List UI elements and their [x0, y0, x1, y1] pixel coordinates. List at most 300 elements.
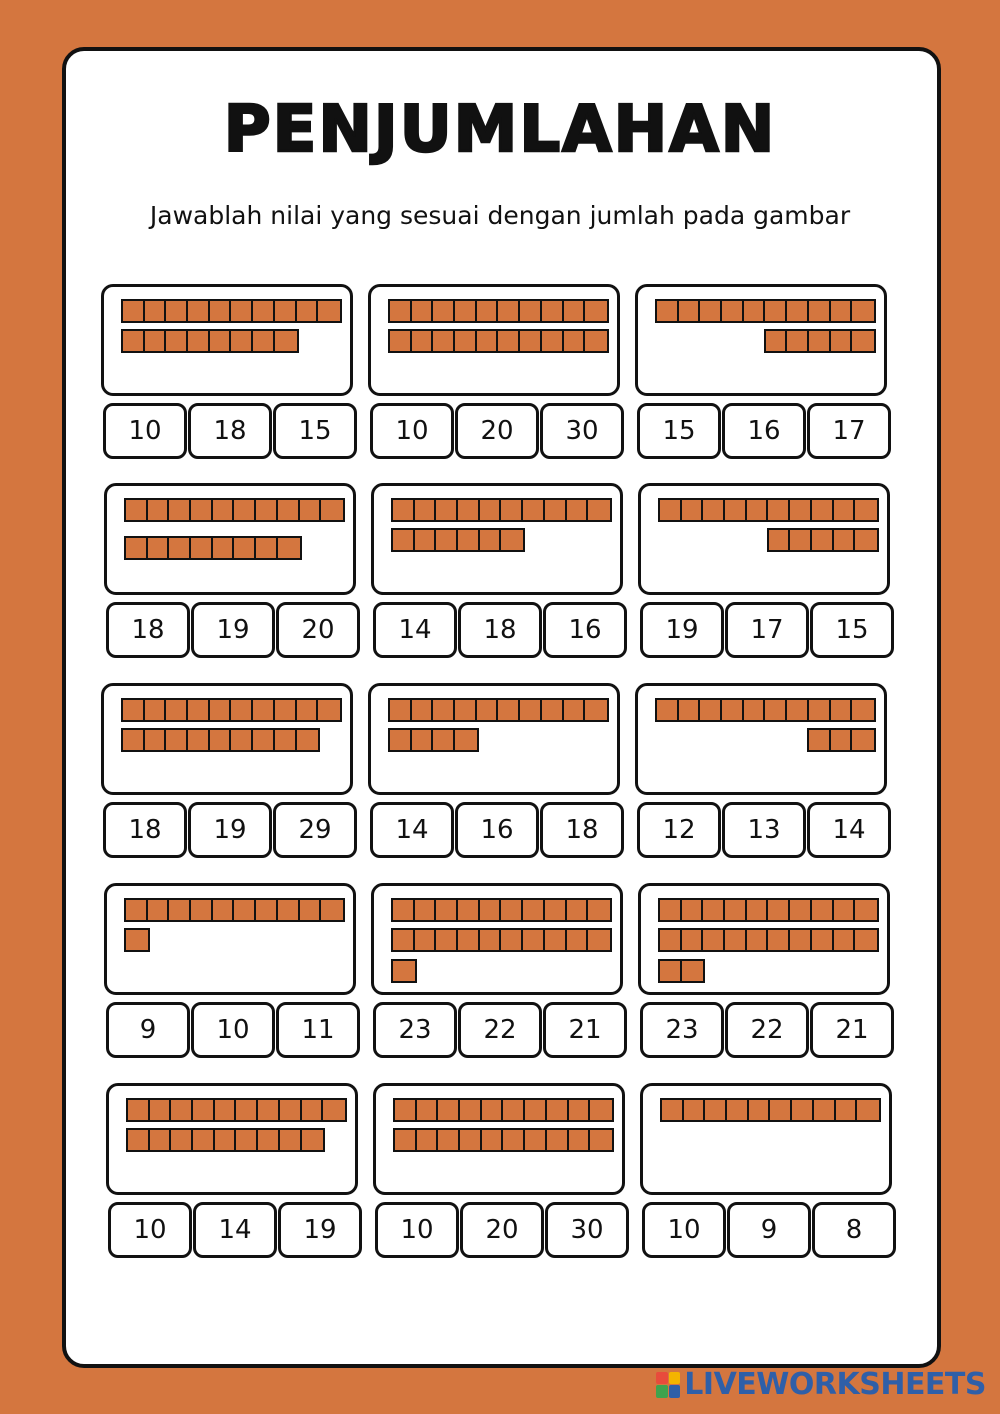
- unit-block: [191, 500, 213, 520]
- unit-block: [520, 301, 542, 321]
- unit-block: [126, 900, 148, 920]
- unit-block: [684, 1100, 706, 1120]
- unit-block: [809, 331, 831, 351]
- unit-block: [749, 1100, 771, 1120]
- unit-block: [520, 700, 542, 720]
- unit-block: [458, 500, 480, 520]
- unit-block: [278, 500, 300, 520]
- unit-block: [523, 500, 545, 520]
- block-row: [658, 898, 879, 922]
- unit-block: [787, 301, 809, 321]
- block-row: [126, 1128, 325, 1152]
- unit-block: [280, 1100, 302, 1120]
- block-row: [388, 329, 609, 353]
- unit-block: [567, 500, 589, 520]
- unit-block: [166, 700, 188, 720]
- unit-block: [393, 500, 415, 520]
- unit-block: [834, 500, 856, 520]
- unit-block: [236, 1100, 258, 1120]
- unit-block: [567, 900, 589, 920]
- unit-block: [585, 331, 607, 351]
- unit-block: [150, 1130, 172, 1150]
- unit-block: [390, 301, 412, 321]
- unit-block: [700, 700, 722, 720]
- unit-block: [415, 500, 437, 520]
- unit-block: [231, 700, 253, 720]
- unit-block: [433, 700, 455, 720]
- unit-block: [831, 301, 853, 321]
- unit-block: [412, 700, 434, 720]
- unit-block: [390, 730, 412, 750]
- unit-block: [188, 331, 210, 351]
- unit-block: [258, 1100, 280, 1120]
- unit-block: [480, 900, 502, 920]
- unit-block: [123, 730, 145, 750]
- unit-block: [482, 1100, 504, 1120]
- block-row: [658, 498, 879, 522]
- unit-block: [855, 500, 877, 520]
- block-row: [391, 498, 612, 522]
- answer-option[interactable]: 10: [375, 1202, 459, 1258]
- unit-block: [855, 530, 877, 550]
- page-title: PENJUMLAHAN: [223, 93, 777, 167]
- instructions: Jawablah nilai yang sesuai dengan jumlah pada gambar: [149, 201, 851, 230]
- answer-option[interactable]: 21: [543, 1002, 627, 1058]
- unit-block: [460, 1100, 482, 1120]
- unit-block: [275, 301, 297, 321]
- unit-block: [297, 730, 319, 750]
- unit-block: [210, 331, 232, 351]
- unit-block: [768, 500, 790, 520]
- answer-option[interactable]: 14: [807, 802, 891, 858]
- unit-block: [393, 930, 415, 950]
- answer-option[interactable]: 20: [276, 602, 360, 658]
- block-row: [121, 698, 342, 722]
- unit-block: [682, 961, 704, 981]
- unit-block: [747, 500, 769, 520]
- unit-block: [455, 730, 477, 750]
- answer-option[interactable]: 29: [273, 802, 357, 858]
- unit-block: [123, 700, 145, 720]
- unit-block: [790, 530, 812, 550]
- unit-block: [744, 301, 766, 321]
- unit-block: [145, 301, 167, 321]
- unit-block: [787, 700, 809, 720]
- unit-block: [480, 500, 502, 520]
- unit-block: [433, 331, 455, 351]
- block-row: [124, 498, 345, 522]
- unit-block: [564, 331, 586, 351]
- unit-block: [253, 331, 275, 351]
- answer-option[interactable]: 18: [458, 602, 542, 658]
- unit-block: [215, 1100, 237, 1120]
- block-row: [764, 329, 876, 353]
- unit-block: [523, 900, 545, 920]
- answer-option[interactable]: 19: [188, 802, 272, 858]
- unit-block: [703, 930, 725, 950]
- unit-block: [727, 1100, 749, 1120]
- unit-block: [482, 1130, 504, 1150]
- answer-option[interactable]: 15: [637, 403, 721, 459]
- answer-option[interactable]: 20: [455, 403, 539, 459]
- unit-block: [588, 930, 610, 950]
- unit-block: [662, 1100, 684, 1120]
- block-row: [391, 959, 417, 983]
- unit-block: [836, 1100, 858, 1120]
- answer-option[interactable]: 30: [540, 403, 624, 459]
- unit-block: [171, 1100, 193, 1120]
- unit-block: [501, 530, 523, 550]
- unit-block: [275, 700, 297, 720]
- unit-block: [210, 700, 232, 720]
- unit-block: [700, 301, 722, 321]
- answer-option[interactable]: 10: [370, 403, 454, 459]
- unit-block: [547, 1100, 569, 1120]
- unit-block: [145, 700, 167, 720]
- answer-option[interactable]: 12: [637, 802, 721, 858]
- unit-block: [395, 1100, 417, 1120]
- footer-brand: [656, 1367, 986, 1402]
- answer-option[interactable]: 23: [373, 1002, 457, 1058]
- block-row: [121, 329, 299, 353]
- block-row: [124, 536, 302, 560]
- unit-block: [302, 1100, 324, 1120]
- unit-block: [722, 301, 744, 321]
- unit-block: [660, 900, 682, 920]
- unit-block: [417, 1100, 439, 1120]
- unit-block: [253, 301, 275, 321]
- unit-block: [545, 500, 567, 520]
- unit-block: [433, 301, 455, 321]
- unit-block: [412, 331, 434, 351]
- unit-block: [145, 730, 167, 750]
- block-row: [655, 698, 876, 722]
- unit-block: [703, 900, 725, 920]
- unit-block: [321, 900, 343, 920]
- block-row: [655, 299, 876, 323]
- unit-block: [126, 930, 148, 950]
- unit-block: [231, 730, 253, 750]
- unit-block: [412, 730, 434, 750]
- answer-option[interactable]: 15: [273, 403, 357, 459]
- unit-block: [588, 500, 610, 520]
- unit-block: [191, 538, 213, 558]
- unit-block: [253, 700, 275, 720]
- unit-block: [569, 1100, 591, 1120]
- unit-block: [390, 331, 412, 351]
- unit-block: [855, 930, 877, 950]
- unit-block: [831, 331, 853, 351]
- unit-block: [393, 900, 415, 920]
- unit-block: [809, 301, 831, 321]
- unit-block: [415, 930, 437, 950]
- unit-block: [564, 700, 586, 720]
- unit-block: [705, 1100, 727, 1120]
- unit-block: [480, 530, 502, 550]
- unit-block: [458, 530, 480, 550]
- answer-option[interactable]: 20: [460, 1202, 544, 1258]
- unit-block: [498, 331, 520, 351]
- unit-block: [545, 930, 567, 950]
- block-row: [393, 1098, 614, 1122]
- unit-block: [318, 301, 340, 321]
- unit-block: [191, 900, 213, 920]
- unit-block: [852, 301, 874, 321]
- unit-block: [258, 1130, 280, 1150]
- unit-block: [744, 700, 766, 720]
- unit-block: [769, 530, 791, 550]
- unit-block: [253, 730, 275, 750]
- unit-block: [166, 301, 188, 321]
- answer-option[interactable]: 16: [455, 802, 539, 858]
- unit-block: [725, 900, 747, 920]
- unit-block: [831, 730, 853, 750]
- answer-option[interactable]: 15: [810, 602, 894, 658]
- unit-block: [210, 301, 232, 321]
- unit-block: [256, 500, 278, 520]
- unit-block: [321, 500, 343, 520]
- unit-block: [498, 700, 520, 720]
- unit-block: [831, 700, 853, 720]
- unit-block: [213, 500, 235, 520]
- unit-block: [275, 730, 297, 750]
- unit-block: [501, 930, 523, 950]
- unit-block: [438, 1100, 460, 1120]
- unit-block: [809, 730, 831, 750]
- unit-block: [169, 500, 191, 520]
- unit-block: [766, 331, 788, 351]
- unit-block: [787, 331, 809, 351]
- block-row: [124, 898, 345, 922]
- unit-block: [128, 1100, 150, 1120]
- unit-block: [455, 301, 477, 321]
- answer-option[interactable]: 9: [727, 1202, 811, 1258]
- unit-block: [150, 1100, 172, 1120]
- answer-option[interactable]: 18: [188, 403, 272, 459]
- unit-block: [193, 1130, 215, 1150]
- block-row: [807, 728, 876, 752]
- unit-block: [300, 500, 322, 520]
- unit-block: [812, 530, 834, 550]
- unit-block: [520, 331, 542, 351]
- unit-block: [278, 538, 300, 558]
- answer-option[interactable]: 16: [543, 602, 627, 658]
- answer-option[interactable]: 22: [725, 1002, 809, 1058]
- block-row: [391, 528, 525, 552]
- unit-block: [657, 700, 679, 720]
- unit-block: [790, 930, 812, 950]
- unit-block: [300, 900, 322, 920]
- unit-block: [166, 331, 188, 351]
- unit-block: [436, 930, 458, 950]
- unit-block: [542, 301, 564, 321]
- unit-block: [814, 1100, 836, 1120]
- unit-block: [458, 900, 480, 920]
- unit-block: [765, 700, 787, 720]
- unit-block: [682, 930, 704, 950]
- answer-option[interactable]: 17: [807, 403, 891, 459]
- answer-option[interactable]: 11: [276, 1002, 360, 1058]
- unit-block: [477, 301, 499, 321]
- unit-block: [545, 900, 567, 920]
- answer-option[interactable]: 18: [106, 602, 190, 658]
- unit-block: [278, 900, 300, 920]
- unit-block: [436, 530, 458, 550]
- unit-block: [215, 1130, 237, 1150]
- unit-block: [679, 301, 701, 321]
- answer-option[interactable]: 13: [722, 802, 806, 858]
- unit-block: [169, 538, 191, 558]
- block-row: [388, 698, 609, 722]
- answer-option[interactable]: 17: [725, 602, 809, 658]
- unit-block: [256, 900, 278, 920]
- unit-block: [234, 900, 256, 920]
- unit-block: [145, 331, 167, 351]
- unit-block: [682, 500, 704, 520]
- block-row: [388, 728, 479, 752]
- unit-block: [564, 301, 586, 321]
- unit-block: [768, 930, 790, 950]
- answer-option[interactable]: 10: [108, 1202, 192, 1258]
- unit-block: [679, 700, 701, 720]
- unit-block: [585, 301, 607, 321]
- answer-option[interactable]: 14: [370, 802, 454, 858]
- unit-block: [210, 730, 232, 750]
- unit-block: [525, 1130, 547, 1150]
- unit-block: [236, 1130, 258, 1150]
- unit-block: [834, 530, 856, 550]
- unit-block: [703, 500, 725, 520]
- unit-block: [660, 961, 682, 981]
- unit-block: [231, 331, 253, 351]
- liveworksheets-logo-icon: [656, 1372, 680, 1398]
- unit-block: [590, 1100, 612, 1120]
- unit-block: [812, 930, 834, 950]
- unit-block: [302, 1130, 324, 1150]
- block-row: [124, 928, 150, 952]
- answer-option[interactable]: 18: [540, 802, 624, 858]
- unit-block: [855, 900, 877, 920]
- unit-block: [790, 900, 812, 920]
- block-row: [121, 728, 320, 752]
- unit-block: [393, 961, 415, 981]
- answer-option[interactable]: 18: [103, 802, 187, 858]
- unit-block: [477, 331, 499, 351]
- unit-block: [188, 700, 210, 720]
- unit-block: [256, 538, 278, 558]
- unit-block: [523, 930, 545, 950]
- unit-block: [501, 500, 523, 520]
- answer-option[interactable]: 23: [640, 1002, 724, 1058]
- unit-block: [438, 1130, 460, 1150]
- unit-block: [123, 301, 145, 321]
- unit-block: [148, 900, 170, 920]
- answer-option[interactable]: 19: [191, 602, 275, 658]
- unit-block: [417, 1130, 439, 1150]
- answer-option[interactable]: 10: [642, 1202, 726, 1258]
- unit-block: [722, 700, 744, 720]
- answer-option[interactable]: 19: [278, 1202, 362, 1258]
- unit-block: [725, 930, 747, 950]
- block-row: [393, 1128, 614, 1152]
- unit-block: [747, 930, 769, 950]
- unit-block: [280, 1130, 302, 1150]
- answer-option[interactable]: 8: [812, 1202, 896, 1258]
- unit-block: [169, 900, 191, 920]
- unit-block: [834, 900, 856, 920]
- unit-block: [834, 930, 856, 950]
- unit-block: [585, 700, 607, 720]
- answer-option[interactable]: 30: [545, 1202, 629, 1258]
- answer-option[interactable]: 9: [106, 1002, 190, 1058]
- block-row: [767, 528, 879, 552]
- unit-block: [503, 1100, 525, 1120]
- unit-block: [567, 930, 589, 950]
- unit-block: [588, 900, 610, 920]
- unit-block: [297, 301, 319, 321]
- answer-option[interactable]: 14: [373, 602, 457, 658]
- unit-block: [213, 538, 235, 558]
- block-row: [121, 299, 342, 323]
- unit-block: [590, 1130, 612, 1150]
- unit-block: [547, 1130, 569, 1150]
- unit-block: [852, 331, 874, 351]
- unit-block: [498, 301, 520, 321]
- unit-block: [792, 1100, 814, 1120]
- unit-block: [458, 930, 480, 950]
- block-row: [126, 1098, 347, 1122]
- unit-block: [501, 900, 523, 920]
- unit-block: [542, 700, 564, 720]
- answer-option[interactable]: 16: [722, 403, 806, 459]
- unit-block: [852, 730, 874, 750]
- unit-block: [542, 331, 564, 351]
- unit-block: [148, 500, 170, 520]
- unit-block: [234, 538, 256, 558]
- unit-block: [148, 538, 170, 558]
- unit-block: [747, 900, 769, 920]
- unit-block: [415, 900, 437, 920]
- answer-option[interactable]: 10: [103, 403, 187, 459]
- brand-label: LIVEWORKSHEETS: [684, 1367, 986, 1402]
- unit-block: [188, 301, 210, 321]
- unit-block: [395, 1130, 417, 1150]
- unit-block: [657, 301, 679, 321]
- unit-block: [128, 1130, 150, 1150]
- unit-block: [460, 1130, 482, 1150]
- unit-block: [193, 1100, 215, 1120]
- unit-block: [480, 930, 502, 950]
- unit-block: [770, 1100, 792, 1120]
- unit-block: [436, 500, 458, 520]
- answer-option[interactable]: 21: [810, 1002, 894, 1058]
- answer-option[interactable]: 10: [191, 1002, 275, 1058]
- block-row: [658, 928, 879, 952]
- unit-block: [812, 900, 834, 920]
- answer-option[interactable]: 19: [640, 602, 724, 658]
- unit-block: [455, 331, 477, 351]
- unit-block: [569, 1130, 591, 1150]
- unit-block: [455, 700, 477, 720]
- unit-block: [725, 500, 747, 520]
- answer-option[interactable]: 22: [458, 1002, 542, 1058]
- answer-option[interactable]: 14: [193, 1202, 277, 1258]
- unit-block: [765, 301, 787, 321]
- unit-block: [477, 700, 499, 720]
- unit-block: [682, 900, 704, 920]
- unit-block: [660, 930, 682, 950]
- block-row: [658, 959, 705, 983]
